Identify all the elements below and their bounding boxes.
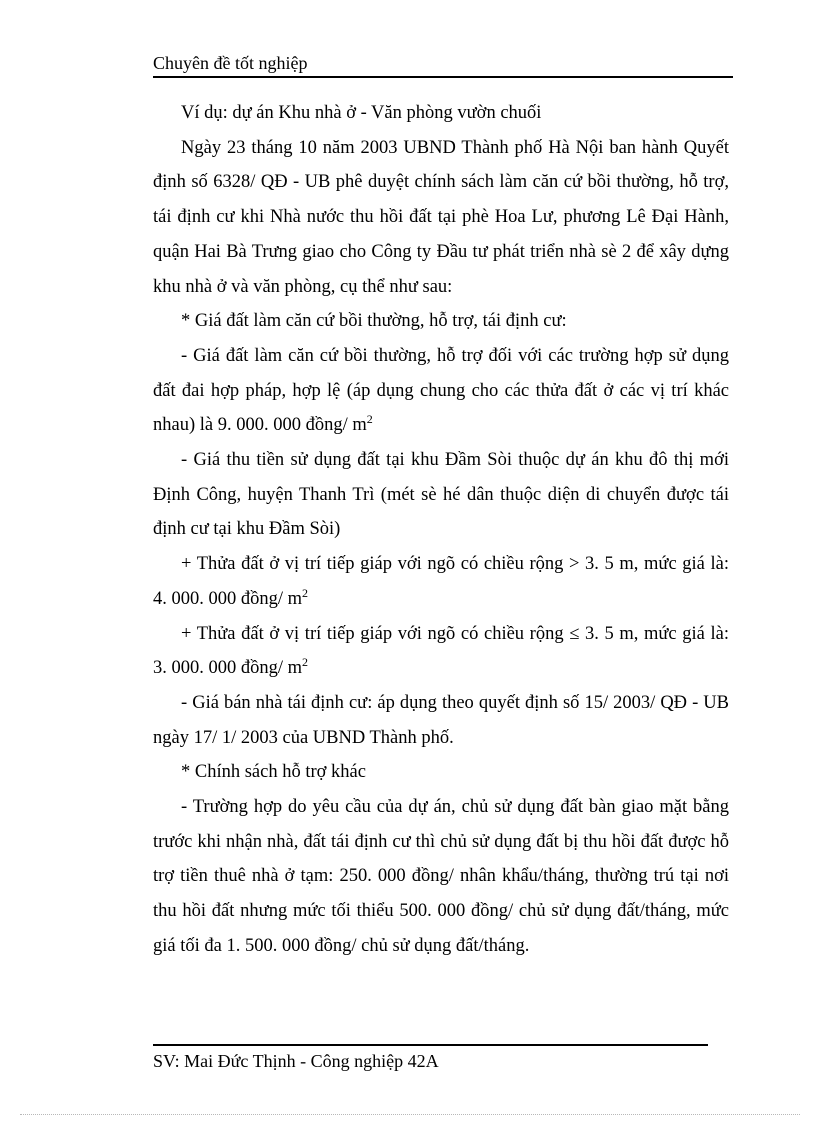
page-footer [153, 1050, 439, 1072]
text-line: - Giá thu tiền sử dụng đất tại khu Đầm Sòi thuộc dự án khu đô thị mới [181, 450, 729, 471]
text-line: Ví dụ: dự án Khu nhà ở - Văn phòng vườn chuối [181, 103, 542, 123]
text-line: thu hồi đất nhưng mức tối thiểu 500. 000 đồng/ chủ sử dụng đất/tháng, mức [153, 901, 729, 922]
page-header [153, 52, 733, 78]
text-line: trợ tiền thuê nhà ở tạm: 250. 000 đồng/ nhân khẩu/tháng, thường trú tại nơi [153, 866, 729, 887]
text-line [153, 651, 729, 686]
paragraph-plot-narrow-lane [153, 617, 729, 686]
paragraph-example-title [153, 96, 729, 131]
page-bottom-edge [20, 1114, 800, 1115]
text-line-content: 4. 000. 000 đồng/ m [153, 588, 303, 609]
paragraph-other-support-heading [153, 755, 729, 790]
text-line: định cư tại khu Đầm Sòi) [153, 519, 341, 540]
paragraph-plot-wide-lane [153, 547, 729, 616]
paragraph-rental-support [153, 790, 729, 964]
text-line: giá tối đa 1. 500. 000 đồng/ chủ sử dụng đất/tháng. [153, 935, 530, 956]
text-line: quận Hai Bà Trưng giao cho Công ty Đầu tư phát triển nhà sè 2 để xây dựng [153, 241, 729, 262]
paragraph-land-price-heading [153, 304, 729, 339]
text-line: - Trường hợp do yêu cầu của dự án, chủ sử dụng đất bàn giao mặt bằng [181, 797, 729, 818]
text-line [153, 408, 729, 443]
header-title: Chuyên đề tốt nghiệp [153, 53, 308, 73]
text-line: Ngày 23 tháng 10 năm 2003 UBND Thành phố Hà Nội ban hành Quyết [181, 137, 729, 158]
text-line: * Chính sách hỗ trợ khác [181, 762, 366, 783]
superscript: 2 [366, 412, 373, 427]
superscript: 2 [302, 655, 309, 670]
text-line: + Thửa đất ở vị trí tiếp giáp với ngõ có chiều rộng ≤ 3. 5 m, mức giá là: [181, 623, 729, 644]
text-line: + Thửa đất ở vị trí tiếp giáp với ngõ có chiều rộng > 3. 5 m, mức giá là: [181, 554, 729, 575]
text-line: đất đai hợp pháp, hợp lệ (áp dụng chung cho các thửa đất ở các vị trí khác [153, 380, 729, 401]
text-line: trước khi nhận nhà, đất tái định cư thì chủ sử dụng đất bị thu hồi đất được hỗ [153, 831, 729, 852]
paragraph-dam-soi-price [153, 443, 729, 547]
text-line [153, 582, 729, 617]
text-line: - Giá đất làm căn cứ bồi thường, hỗ trợ đối với các trường hợp sử dụng [181, 345, 729, 366]
text-line: định số 6328/ QĐ - UB phê duyệt chính sách làm căn cứ bồi thường, hỗ trợ, [153, 172, 729, 193]
text-line: ngày 17/ 1/ 2003 của UBND Thành phố. [153, 727, 454, 748]
superscript: 2 [302, 585, 309, 600]
paragraph-resettlement-house-price [153, 686, 729, 755]
text-line-content: nhau) là 9. 000. 000 đồng/ m [153, 415, 367, 436]
text-line: Định Công, huyện Thanh Trì (mét sè hé dân thuộc diện di chuyển được tái [153, 484, 729, 505]
text-line: khu nhà ở và văn phòng, cụ thể như sau: [153, 276, 453, 297]
document-body [153, 96, 729, 964]
text-line-content: 3. 000. 000 đồng/ m [153, 658, 303, 679]
paragraph-compensation-price [153, 339, 729, 443]
text-line: - Giá bán nhà tái định cư: áp dụng theo quyết định số 15/ 2003/ QĐ - UB [181, 692, 729, 713]
text-line: tái định cư khi Nhà nước thu hồi đất tại phè Hoa Lư, phương Lê Đại Hành, [153, 207, 729, 228]
footer-divider [153, 1044, 708, 1046]
text-line: * Giá đất làm căn cứ bồi thường, hỗ trợ, tái định cư: [181, 311, 567, 332]
paragraph-decision [153, 131, 729, 305]
footer-author: SV: Mai Đức Thịnh - Công nghiệp 42A [153, 1051, 439, 1071]
